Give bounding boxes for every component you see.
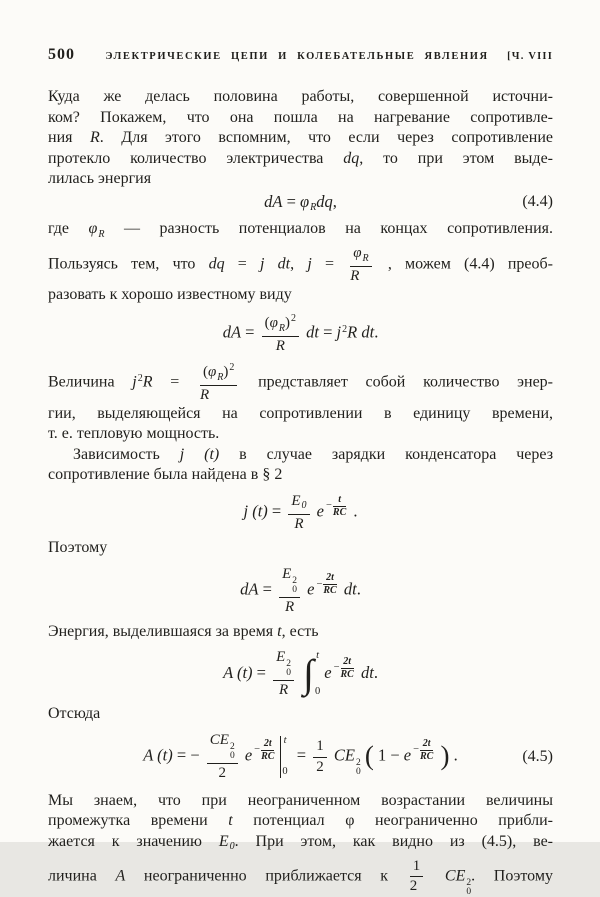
paragraph1-line4: протекло количество электричества dq, то при этом выде- xyxy=(48,149,553,167)
chapter-reference: [Ч. VIII xyxy=(507,51,553,62)
word-poetomu: Поэтому xyxy=(48,538,108,556)
paragraph3-line2: гии, выделяющейся на сопротивлении в единицу времени, xyxy=(48,404,553,422)
paragraph2-line3: разовать к хорошо известному виду xyxy=(48,285,292,303)
equation-power-body: dA = $\frac{(\varphi_R)^2}{R}$ dt = $j^2R$ dt. xyxy=(222,313,379,355)
equation-current xyxy=(48,493,553,533)
paragraph4-line2: сопротивление была найдена в § 2 xyxy=(48,466,283,484)
equation-da xyxy=(48,566,553,616)
paragraph5-line2: промежутка времени t потенциал φ неограниченно прибли- xyxy=(48,812,554,829)
paragraph1-line5: лилась энергия xyxy=(48,170,152,187)
paragraph3-line3: т. е. тепловую мощность. xyxy=(48,425,220,443)
paragraph5-line1: Мы знаем, что при неограниченном возрастании величины xyxy=(48,791,553,809)
paragraph2-line1: где $\varphi_R$ — разность потенциалов на концах сопротивления. xyxy=(48,220,553,240)
equation-power xyxy=(48,313,553,355)
paragraph4-line1: Зависимость j (t) в случае зарядки конденсатора через xyxy=(73,445,554,463)
equation-integral xyxy=(48,648,553,700)
page-body xyxy=(48,87,553,897)
word-otsyuda: Отсюда xyxy=(48,705,101,723)
line-energy: Энергия, выделившаяся за время t, есть xyxy=(48,622,319,640)
equation-4-4-body: dA = $\varphi_Rdq$, xyxy=(264,191,337,213)
paragraph5-line4: личина A неограниченно приближается к $\frac{1}{2}$ CE 2 0 . Поэтому xyxy=(48,857,554,897)
paragraph1-line3: ния R. Для этого вспомним, что если через сопротивление xyxy=(48,129,554,146)
page-number: 500 xyxy=(48,46,75,63)
equation-integral-body: A (t) = E 2 0 R ∫ t 0 e − $\frac{2t}{RC}$ dt. xyxy=(223,649,378,699)
paragraph2-line2: Пользуясь тем, что dq = j dt, j = $\frac{\varphi_R}{R}$ , можем (4.4) преоб- xyxy=(48,245,553,284)
equation-4-4-number: (4.4) xyxy=(522,193,553,211)
running-title: ЭЛЕКТРИЧЕСКИЕ ЦЕПИ И КОЛЕБАТЕЛЬНЫЕ ЯВЛЕНИЯ xyxy=(105,51,489,62)
paragraph1-line1: Куда же делась половина работы, совершенной источни- xyxy=(48,88,553,105)
equation-da-body: dA = E 2 0 R e − $\frac{2t}{RC}$ dt. xyxy=(240,566,361,615)
equation-current-body: j (t) = $\frac{E_0}{R}$ e − $\frac{t}{RC}$ . xyxy=(243,492,358,532)
paragraph3-line1: Величина $j^2R$ = $\frac{(\varphi_R)^2}{R}$ представляет собой количество энер- xyxy=(48,362,554,403)
equation-4-5 xyxy=(48,732,553,782)
paragraph5-line3: жается к значению $E_0$. При этом, как видно из (4.5), ве- xyxy=(48,832,554,852)
equation-4-5-body: A (t) = − CE 2 0 2 e − $\frac{2t}{RC}$ t 0 = $\frac{1}{2}$ CE 2 0 ( 1 − e − $\frac{2t}{RC}$ ) . xyxy=(143,731,458,781)
page-header xyxy=(48,46,553,64)
paragraph1-line2: ком? Покажем, что она пошла на нагревание сопротивле- xyxy=(48,108,553,126)
equation-4-4 xyxy=(48,192,553,214)
equation-4-5-number: (4.5) xyxy=(522,747,553,765)
